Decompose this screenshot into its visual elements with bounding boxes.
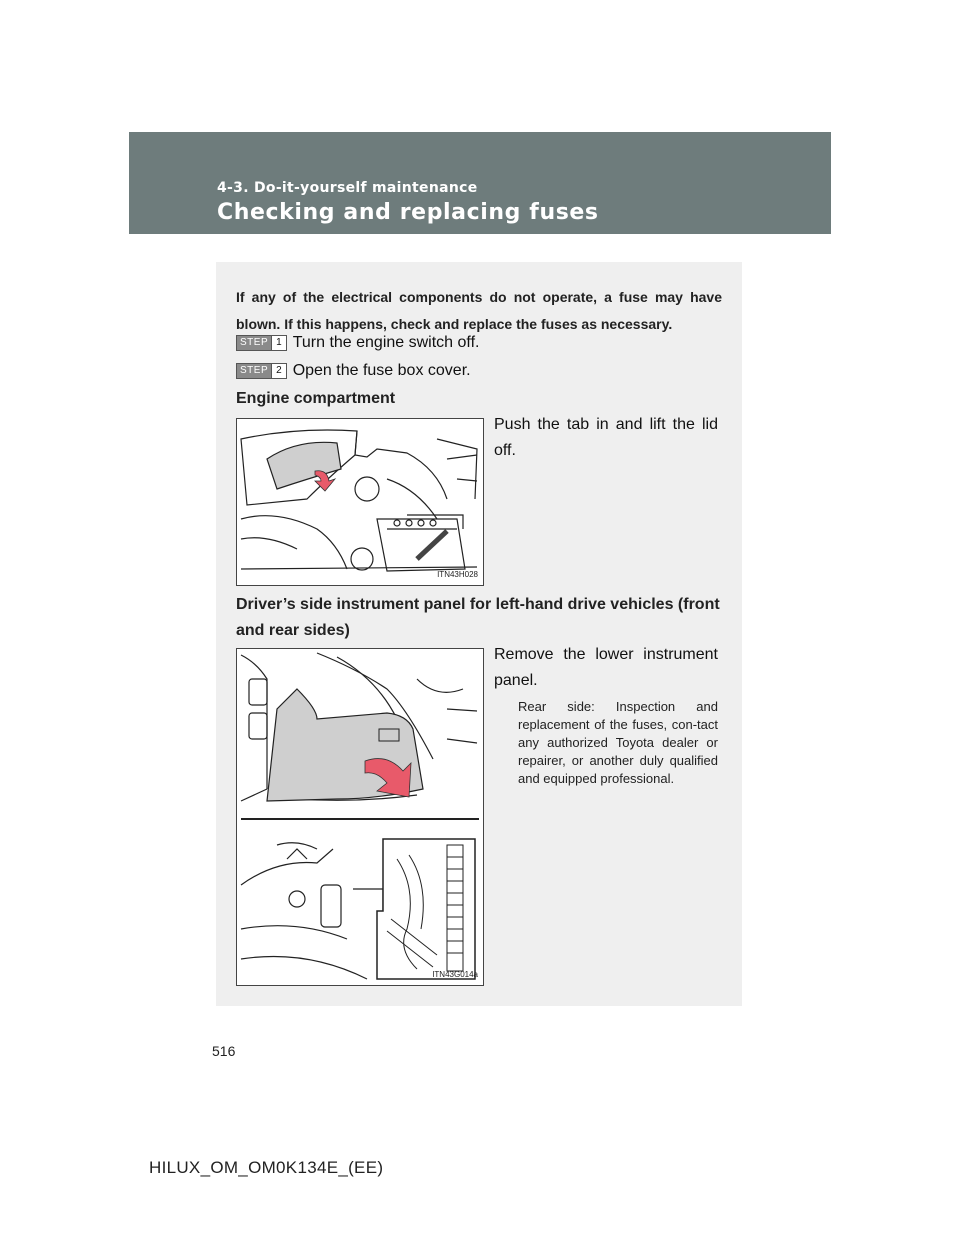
document-code: HILUX_OM_OM0K134E_(EE) <box>149 1158 384 1177</box>
figure-code: ITN43G014a <box>432 970 478 979</box>
instrument-panel-heading: Driver’s side instrument panel for left-hand drive vehicles (front and rear sides) <box>236 596 720 639</box>
step-badge-number: 2 <box>271 364 286 378</box>
page-title: Checking and replacing fuses <box>217 200 599 225</box>
instrument-panel-figure <box>236 648 484 986</box>
engine-compartment-figure <box>236 418 484 586</box>
engine-compartment-instruction: Push the tab in and lift the lid off. <box>494 416 718 459</box>
step-2 <box>236 362 471 380</box>
page-number: 516 <box>212 1043 236 1059</box>
step-badge <box>236 363 287 379</box>
instrument-panel-note: Rear side: Inspection and replacement of the fuses, con-tact any authorized Toyota dealer or repairer, or another duly qualified and equipped professional. <box>518 699 718 786</box>
content-panel <box>216 262 742 1006</box>
section-header <box>129 132 831 234</box>
figure-code: ITN43H028 <box>437 570 478 579</box>
step-text: Turn the engine switch off. <box>292 334 480 351</box>
section-label: 4-3. Do-it-yourself maintenance <box>217 180 478 196</box>
step-text: Open the fuse box cover. <box>292 362 471 379</box>
step-badge-number: 1 <box>271 336 286 350</box>
step-badge <box>236 335 287 351</box>
step-1 <box>236 334 479 352</box>
instrument-panel-instruction: Remove the lower instrument panel. <box>494 646 718 689</box>
engine-compartment-heading: Engine compartment <box>236 390 396 407</box>
intro-text: If any of the electrical components do not operate, a fuse may have blown. If this happens, check and replace the fuses as necessary. <box>236 289 722 332</box>
step-badge-label: STEP <box>237 364 271 378</box>
step-badge-label: STEP <box>237 336 271 350</box>
